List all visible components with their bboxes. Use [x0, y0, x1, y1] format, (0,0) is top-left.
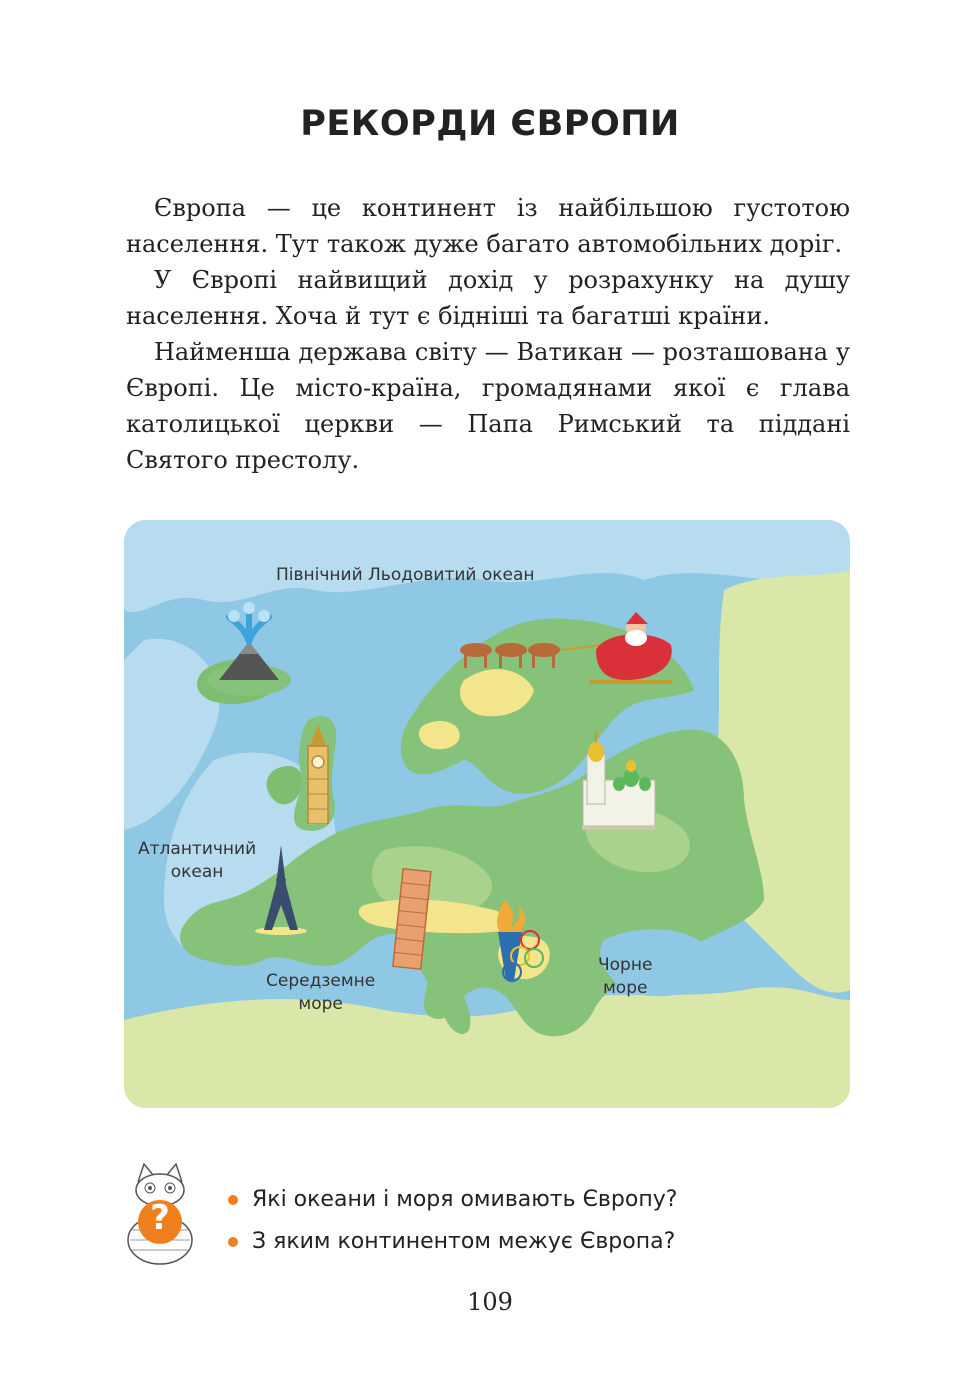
list-item: З яким континентом межує Європа?	[226, 1228, 677, 1256]
pisa-tower-icon	[392, 866, 432, 971]
bullet-icon	[228, 1195, 238, 1205]
page-title: РЕКОРДИ ЄВРОПИ	[300, 104, 680, 144]
paragraph: У Європі найвищий дохід у розрахунку на душу населення. Хоча й тут є бідніші та багатші країни.	[126, 266, 850, 330]
cathedral-icon	[579, 732, 659, 830]
question-list	[226, 1186, 677, 1270]
mediterranean-sea-label: Середземне море	[266, 971, 376, 1014]
big-ben-icon	[302, 724, 334, 824]
list-item: Які океани і моря омивають Європу?	[226, 1186, 677, 1214]
santa-sleigh-icon	[456, 610, 686, 695]
black-sea-label: Чорне море	[598, 955, 653, 998]
paragraph: Європа — це континент із найбільшою густотою населення. Тут також дуже багато автомобільних доріг.	[126, 194, 850, 258]
arctic-ocean-label: Північний Льодовитий океан	[276, 565, 535, 585]
paragraph: Найменша держава світу — Ватикан — розташована у Європі. Це місто-країна, громадянами якої є глава католицької церкви — Папа Римський та піддані Святого престолу.	[126, 338, 850, 474]
atlantic-ocean-label: Атлантичний океан	[138, 839, 257, 882]
bullet-icon	[228, 1237, 238, 1247]
geyser-icon	[204, 602, 294, 712]
eiffel-tower-icon	[254, 845, 309, 935]
olympic-torch-icon	[490, 898, 546, 990]
cat-question-icon	[120, 1160, 200, 1270]
question-mark: ?	[150, 1198, 170, 1238]
europe-map	[124, 520, 850, 1108]
body-text	[126, 190, 850, 478]
page-number: 109	[467, 1288, 513, 1316]
